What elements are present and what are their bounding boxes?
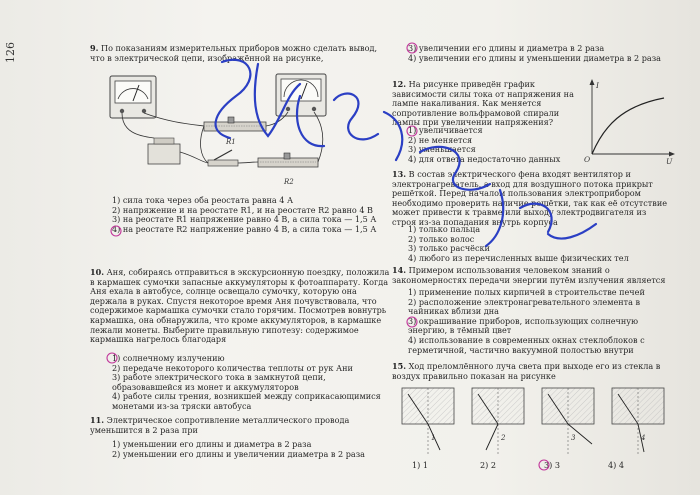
iv-curve — [592, 98, 664, 154]
refraction-panel-2 — [472, 388, 524, 454]
option-1[interactable]: 1) увеличивается — [408, 125, 483, 135]
option-4[interactable]: 4) любого из перечисленных выше физических тел — [408, 252, 629, 263]
answer-1[interactable]: 1) 1 — [412, 460, 429, 470]
option-3[interactable]: 3) окрашивание приборов, использующих солнечную энергию, в тёмный цвет — [408, 315, 639, 336]
question-10 — [90, 268, 390, 345]
question-11-options-continued — [408, 44, 670, 63]
option-4[interactable]: 4) увеличении его длины и уменьшении диаметра в 2 раза — [408, 52, 661, 63]
panel-label-3: 3 — [571, 434, 576, 442]
option-3[interactable]: 3) только расчёски — [408, 243, 490, 254]
question-13 — [392, 170, 672, 228]
battery-icon — [148, 138, 180, 164]
axis-x-label: U — [666, 157, 673, 166]
r1-label: R1 — [226, 138, 236, 146]
refraction-panel-1 — [402, 388, 454, 454]
refraction-panel-3 — [542, 388, 594, 454]
question-number: 13. — [392, 169, 407, 179]
option-3[interactable]: 3) на реостате R1 напряжение равно 4 В, а сила тока — 1,5 А — [112, 214, 377, 225]
option-1[interactable]: 1) сила тока через оба реостата равна 4 А — [112, 195, 294, 205]
question-text: Электрическое сопротивление металлического провода уменьшится в 2 раза при — [90, 415, 350, 435]
option-4[interactable]: 4) для ответа недостаточно данных — [408, 153, 561, 164]
option-3[interactable]: 3) увеличении его длины и диаметра в 2 раза — [408, 43, 605, 53]
question-12 — [392, 80, 578, 128]
option-2[interactable]: 2) не меняется — [408, 134, 473, 145]
panel-label-2: 2 — [501, 434, 506, 442]
question-number: 9. — [90, 43, 99, 53]
rheostat-r1-icon — [204, 117, 266, 131]
option-4[interactable]: 4) на реостате R2 напряжение равно 4 В, а сила тока — 1,5 А — [112, 223, 377, 234]
rheostat-r2-icon — [258, 153, 318, 167]
answer-4[interactable]: 4) 4 — [608, 460, 625, 470]
option-1[interactable]: 1) уменьшении его длины и диаметра в 2 раза — [112, 439, 312, 449]
question-14 — [392, 266, 672, 285]
page-number: 126 — [4, 42, 17, 63]
refraction-panels — [398, 384, 676, 460]
question-number: 12. — [392, 79, 407, 89]
question-12-options — [408, 126, 580, 164]
question-text: На рисунке приведён график зависимости силы тока от напряжения на лампе накаливания. Как меняется сопротивление вольфрамовой спирали лампы при увеличении напряжения? — [392, 79, 574, 128]
question-13-options — [408, 225, 672, 263]
ammeter-right-icon — [276, 74, 326, 116]
option-1[interactable]: 1) солнечному излучению — [112, 353, 225, 363]
axis-y-label: I — [596, 81, 599, 90]
option-2[interactable]: 2) передаче некоторого количества теплоты от рук Ани — [112, 362, 353, 373]
option-2[interactable]: 2) напряжение и на реостате R1, и на реостате R2 равно 4 В — [112, 204, 374, 215]
question-9 — [90, 44, 390, 63]
question-number: 11. — [90, 415, 105, 425]
question-text: В состав электрического фена входят вентилятор и электронагреватель, а вход для воздушного потока прикрыт решёткой. Перед началом пользования электроприбором необходимо проверить наличие решётки, так как её отсутствие может привести к травме или выходу электродвигателя из строя из-за попадания внутрь корпуса — [392, 169, 668, 227]
question-text: Ход преломлённого луча света при выходе его из стекла в воздух правильно показан на рисунке — [392, 361, 661, 381]
question-10-options — [112, 354, 390, 412]
option-2[interactable]: 2) только волос — [408, 233, 475, 244]
option-1[interactable]: 1) применение полых кирпичей в строительстве печей — [408, 287, 645, 297]
question-number: 10. — [90, 267, 105, 277]
option-2[interactable]: 2) уменьшении его длины и увеличении диаметра в 2 раза — [112, 448, 365, 459]
panel-label-4: 4 — [641, 434, 646, 442]
r2-label: R2 — [284, 178, 294, 186]
question-number: 14. — [392, 265, 407, 275]
option-3[interactable]: 3) уменьшается — [408, 144, 476, 155]
option-1[interactable]: 1) только пальца — [408, 224, 481, 234]
question-11-options — [112, 440, 390, 459]
answer-2[interactable]: 2) 2 — [480, 460, 497, 470]
option-4[interactable]: 4) работе силы трения, возникшей между соприкасающимися монетами из-за тряски автобуса — [112, 391, 381, 411]
origin-label: O — [584, 155, 591, 164]
option-3[interactable]: 3) работе электрического тока в замкнутой цепи, образовавшейся из монет и аккумуляторов — [112, 372, 326, 392]
question-number: 15. — [392, 361, 407, 371]
voltmeter-left-icon — [110, 76, 156, 118]
question-14-options — [408, 288, 672, 355]
iv-graph — [582, 76, 678, 166]
answer-3[interactable]: 3) 3 — [544, 460, 561, 470]
circuit-figure — [108, 72, 344, 190]
question-11 — [90, 416, 390, 435]
question-9-options — [112, 196, 390, 234]
question-15 — [392, 362, 672, 381]
switch-key-icon — [208, 150, 238, 166]
question-text: Аня, собираясь отправиться в экскурсионную поездку, положила в кармашек сумочки запасные аккумуляторы к фотоаппарату. Когда Аня ехала в автобусе, солнце освещало сумочку, которую она держала в руках. Спустя некоторое время Аня почувствовала, что содержимое кармашка сумочки стало горячим. Посмотрев вовнутрь кармашка, она обнаружила, что кроме аккумуляторов, в кармашке лежали монеты. Выберите правильную гипотезу: содержимое кармашка нагрелось благодаря — [90, 267, 390, 345]
option-4[interactable]: 4) использование в современных окнах стеклоблоков с герметичной, частично вакуумной полостью внутри — [408, 334, 645, 355]
option-2[interactable]: 2) расположение электронагревательного элемента в чайниках вблизи дна — [408, 296, 641, 317]
question-text: Примером использования человеком знаний о закономерностях передачи энергии путём излучения является — [392, 265, 666, 285]
panel-label-1: 1 — [431, 434, 436, 442]
question-text: По показаниям измерительных приборов можно сделать вывод, что в электрической цепи, изображённой на рисунке, — [90, 43, 378, 63]
refraction-panel-4 — [612, 388, 664, 454]
